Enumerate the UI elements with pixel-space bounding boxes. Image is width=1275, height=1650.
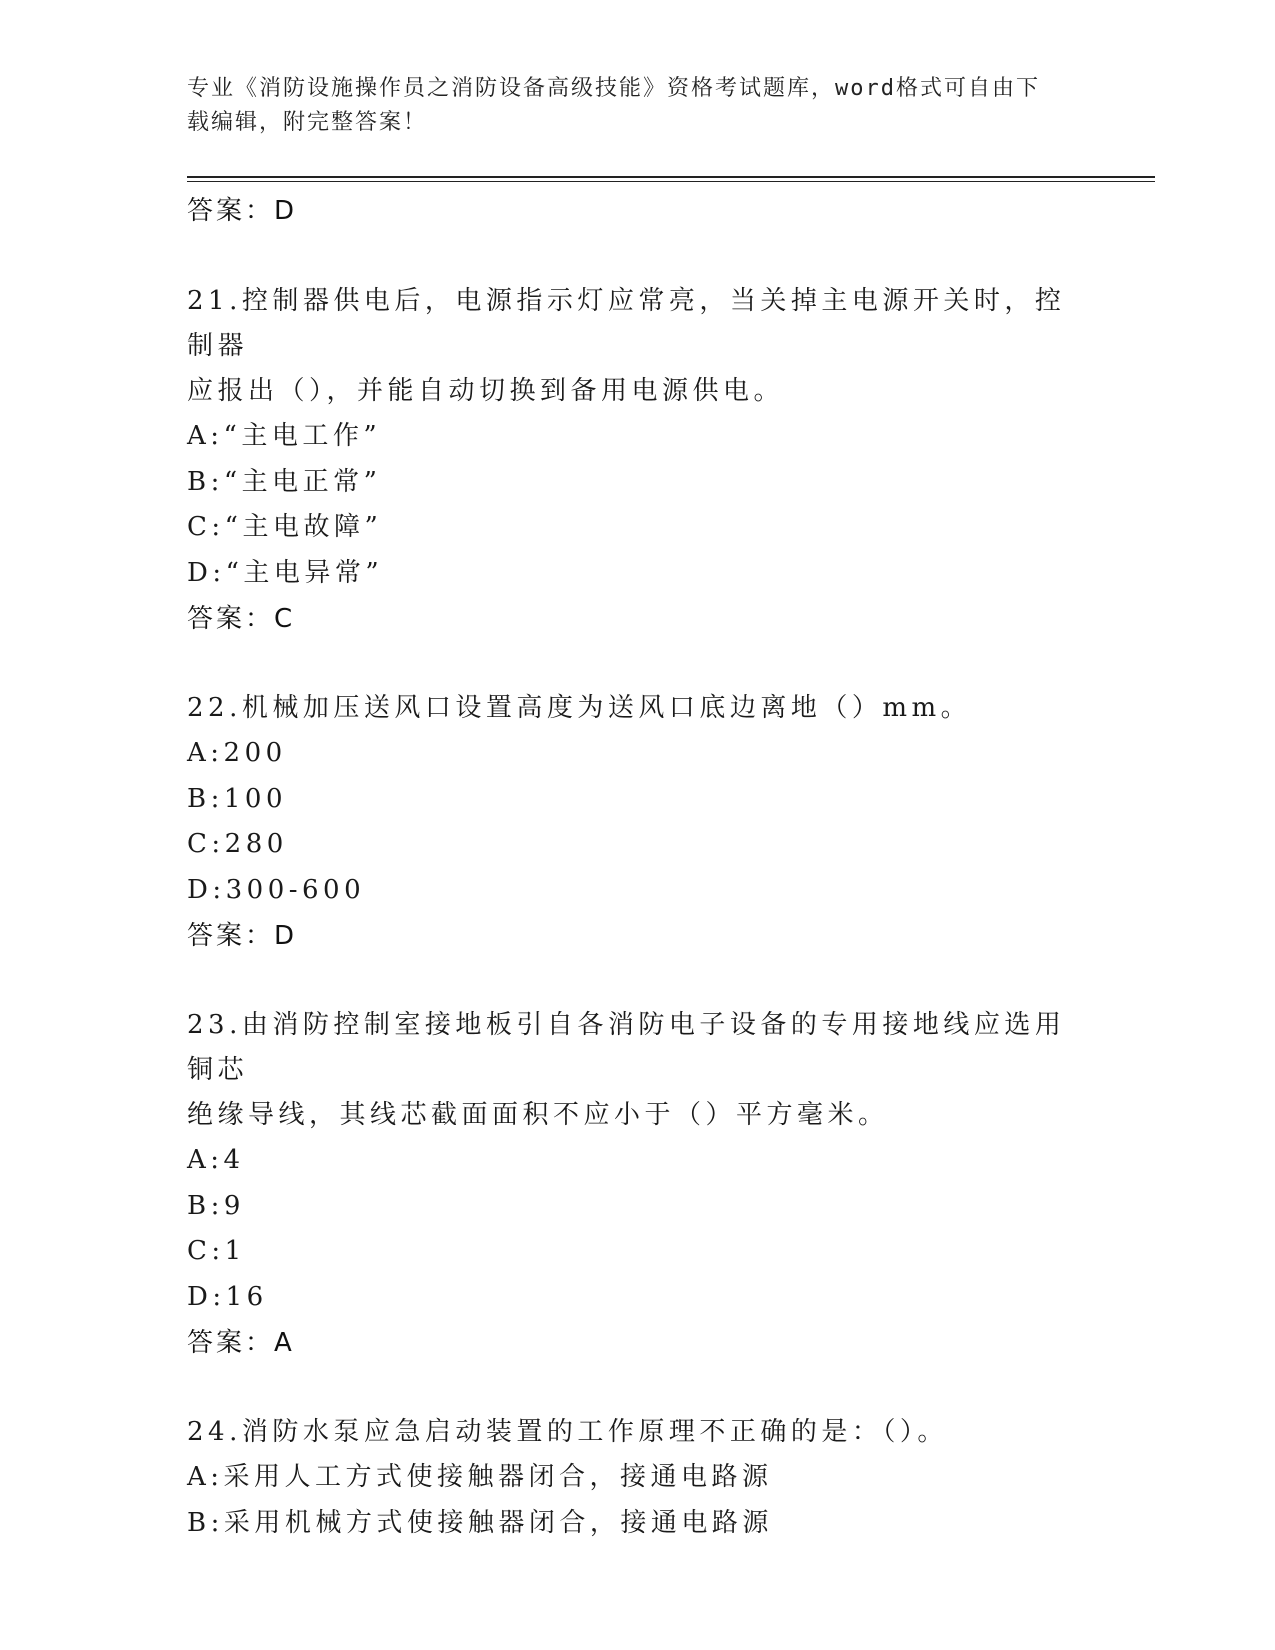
option-b: B:100 [187,783,287,814]
question-text-line: 21.控制器供电后，电源指示灯应常亮，当关掉主电源开关时，控制器 [187,286,1066,361]
option-a: A:4 [187,1145,245,1175]
option-c: C:280 [187,829,288,859]
option-d: D:“主电异常” [187,557,384,588]
answer-line: 答案：D [187,196,298,226]
document-header [187,72,1067,140]
option-a: A:采用人工方式使接触器闭合，接通电路源 [187,1462,773,1492]
option-d: D:300-600 [187,874,366,905]
document-body [187,188,1087,1546]
option-c: C:“主电故障” [187,512,383,542]
answer-line: 答案：A [187,1328,295,1358]
option-c: C:1 [187,1236,246,1266]
question-24 [187,1410,1087,1546]
option-a: A:200 [187,738,287,768]
question-text-line: 应报出（），并能自动切换到备用电源供电。 [187,376,785,406]
question-text-line: 绝缘导线，其线芯截面面积不应小于（）平方毫米。 [187,1100,889,1130]
question-text-line: 23.由消防控制室接地板引自各消防电子设备的专用接地线应选用铜芯 [187,1010,1066,1085]
question-text [187,1003,1087,1138]
question-text [187,686,1087,731]
option-a: A:“主电工作” [187,421,382,451]
header-line-1: 专业《消防设施操作员之消防设备高级技能》资格考试题库，word格式可自由下 [187,76,1040,101]
question-23 [187,1003,1087,1365]
question-text-line: 24.消防水泵应急启动装置的工作原理不正确的是：（）。 [187,1417,948,1447]
option-b: B:“主电正常” [187,466,382,497]
question-text-line: 22.机械加压送风口设置高度为送风口底边离地（）mm。 [187,693,972,723]
option-b: B:9 [187,1190,245,1221]
header-divider [187,176,1155,182]
question-21 [187,279,1087,641]
question-text [187,1410,1087,1455]
header-line-2: 载编辑，附完整答案！ [187,110,428,135]
option-d: D:16 [187,1281,268,1312]
answer-line: 答案：C [187,604,296,634]
question-22 [187,686,1087,958]
question-text [187,279,1087,414]
answer-line: 答案：D [187,921,298,951]
option-b: B:采用机械方式使接触器闭合，接通电路源 [187,1507,773,1538]
